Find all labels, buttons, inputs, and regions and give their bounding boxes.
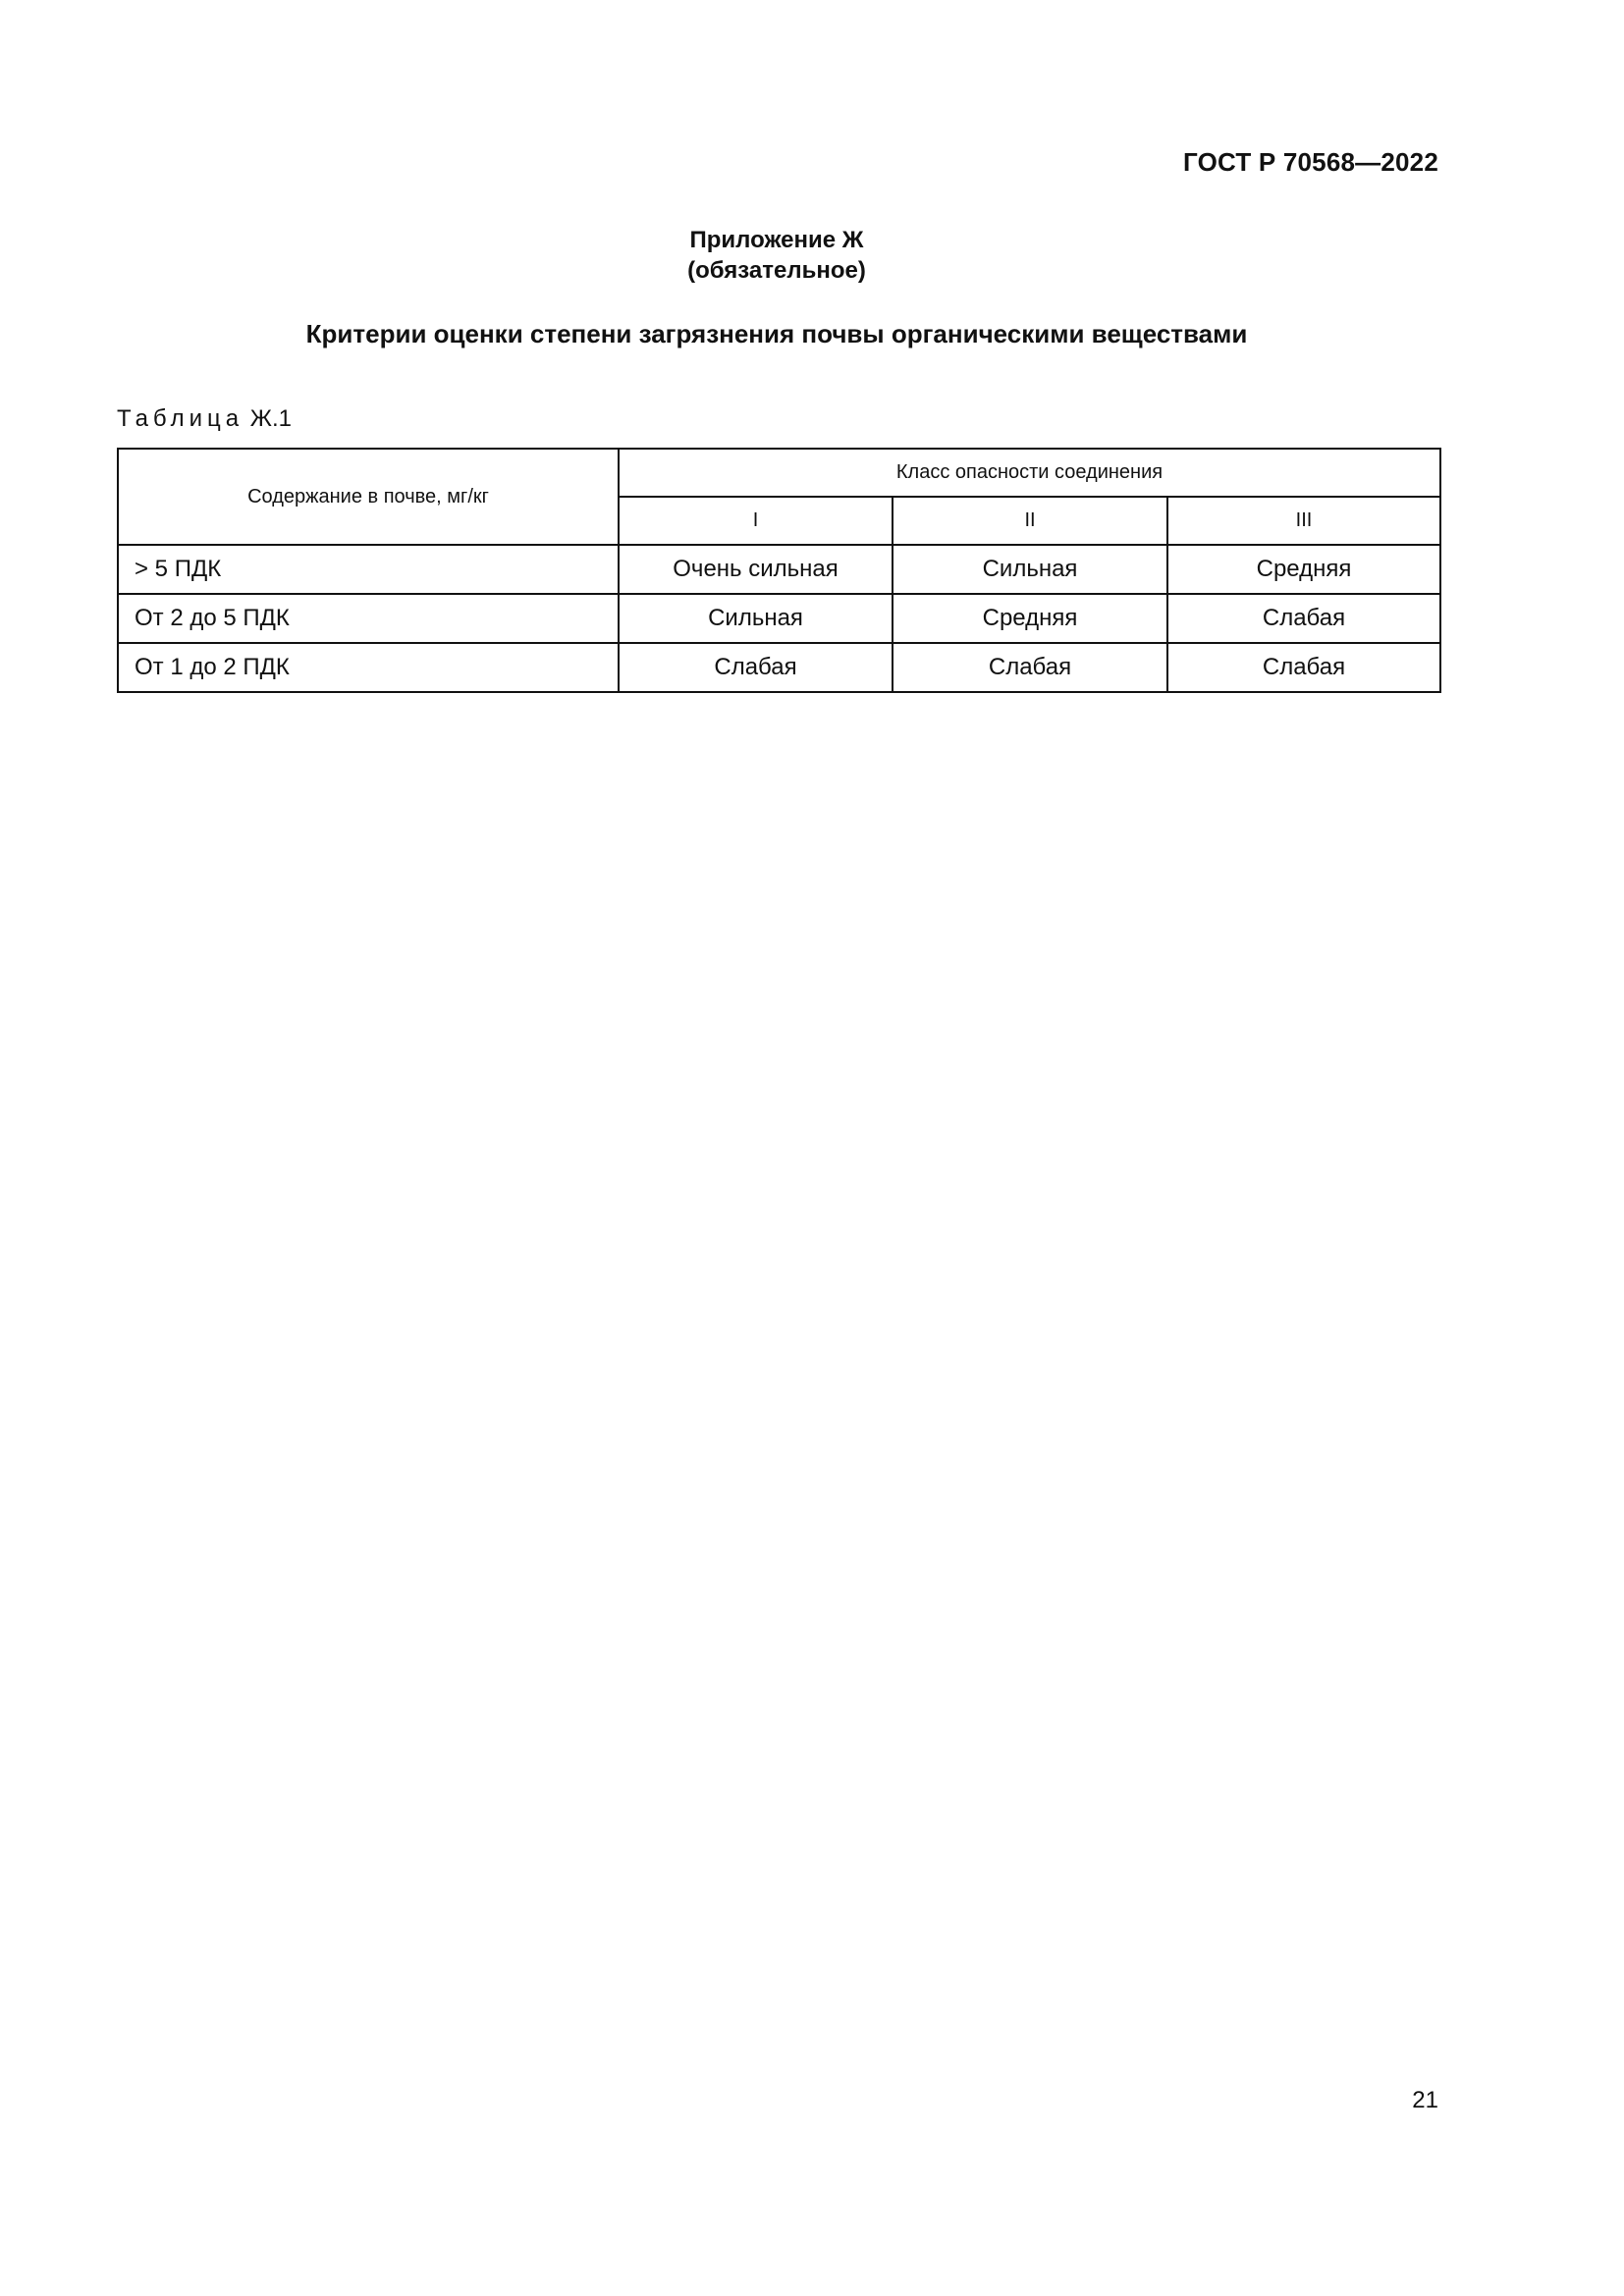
appendix-title: Приложение Ж — [689, 227, 864, 253]
page-number: 21 — [1412, 2087, 1438, 2113]
row-value-cell: Слабая — [1167, 643, 1440, 692]
row-value-cell: Средняя — [1167, 545, 1440, 594]
row-content-cell: От 1 до 2 ПДК — [118, 643, 619, 692]
row-value-cell: Слабая — [893, 643, 1167, 692]
header-class-group-cell: Класс опасности соединения — [619, 449, 1440, 497]
table-row — [118, 545, 1440, 594]
row-value-cell: Очень сильная — [619, 545, 893, 594]
table-caption — [117, 405, 292, 433]
row-content-cell: > 5 ПДК — [118, 545, 619, 594]
table-caption-word: Таблица — [117, 405, 244, 432]
row-content-cell: От 2 до 5 ПДК — [118, 594, 619, 643]
row-value-cell: Слабая — [619, 643, 893, 692]
row-value-cell: Слабая — [1167, 594, 1440, 643]
table-header-row — [118, 449, 1440, 497]
table-row — [118, 643, 1440, 692]
row-value-cell: Сильная — [619, 594, 893, 643]
section-title: Критерии оценки степени загрязнения почвы органическими веществами — [305, 319, 1248, 348]
row-value-cell: Средняя — [893, 594, 1167, 643]
header-class-1: I — [619, 497, 893, 545]
row-value-cell: Сильная — [893, 545, 1167, 594]
document-code: ГОСТ Р 70568—2022 — [1183, 147, 1438, 177]
header-class-3: III — [1167, 497, 1440, 545]
header-content-cell: Содержание в почве, мг/кг — [118, 449, 619, 545]
table-caption-number: Ж.1 — [249, 405, 292, 432]
header-class-2: II — [893, 497, 1167, 545]
appendix-heading — [0, 225, 1553, 286]
table-row — [118, 594, 1440, 643]
contamination-criteria-table — [117, 448, 1441, 693]
appendix-subtitle: (обязательное) — [687, 257, 866, 284]
